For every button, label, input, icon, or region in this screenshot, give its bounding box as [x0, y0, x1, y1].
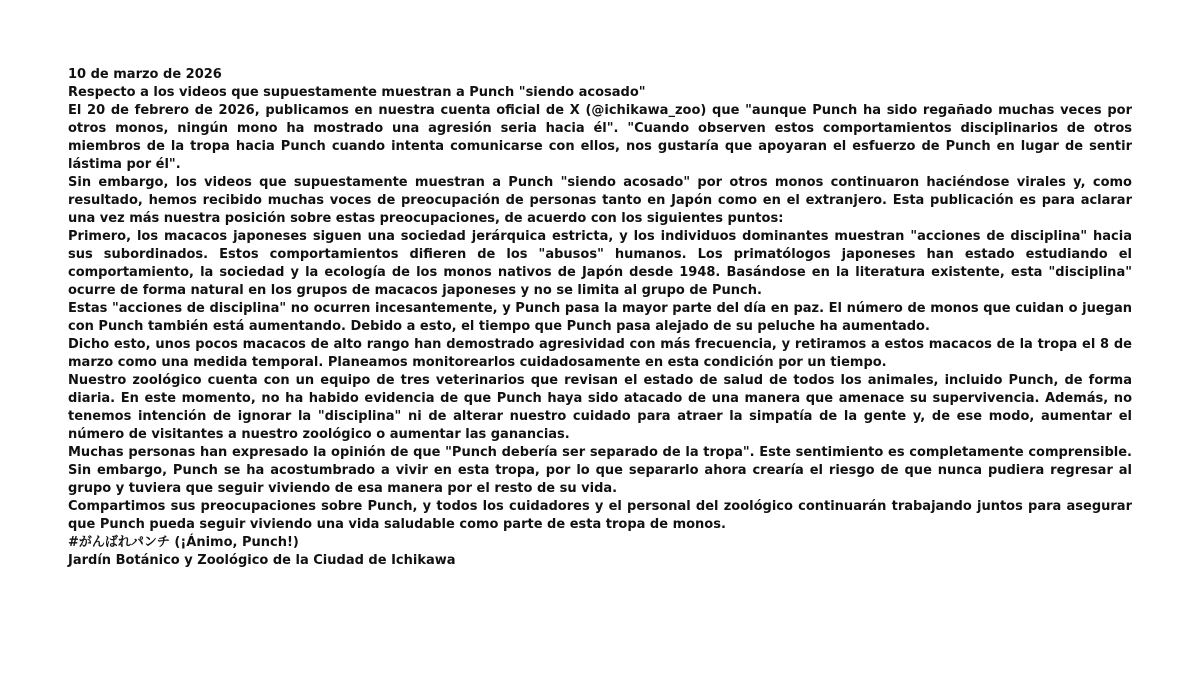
paragraph: Dicho esto, unos pocos macacos de alto rango han demostrado agresividad con más frecuencia, y retiramos a estos macacos de la tropa el 8 de marzo como una medida temporal. Planeamos monitorearlos cuidadosamente en esta condición por un tiempo. [68, 337, 1132, 370]
statement-date: 10 de marzo de 2026 [68, 67, 222, 82]
statement-title: Respecto a los videos que supuestamente muestran a Punch "siendo acosado" [68, 85, 646, 100]
paragraph: Primero, los macacos japoneses siguen una sociedad jerárquica estricta, y los individuos dominantes muestran "acciones de disciplina" hacia sus subordinados. Estos comportamientos difieren de los "abusos" humanos. Los primatólogos japoneses han estado estudiando el comportamiento, la sociedad y la ecología de los monos nativos de Japón desde 1948. Basándose en la literatura existente, esta "disciplina" ocurre de forma natural en los grupos de macacos japoneses y no se limita al grupo de Punch. [68, 229, 1132, 298]
paragraph: Muchas personas han expresado la opinión de que "Punch debería ser separado de la tropa". Este sentimiento es completamente comprensible. Sin embargo, Punch se ha acostumbrado a vivir en esta tropa, por lo que separarlo ahora crearía el riesgo de que nunca pudiera regresar al grupo y tuviera que seguir viviendo de esa manera por el resto de su vida. [68, 445, 1132, 496]
paragraph: Sin embargo, los videos que supuestamente muestran a Punch "siendo acosado" por otros monos continuaron haciéndose virales y, como resultado, hemos recibido muchas voces de preocupación de personas tanto en Japón como en el extranjero. Esta publicación es para aclarar una vez más nuestra posición sobre estas preocupaciones, de acuerdo con los siguientes puntos: [68, 175, 1132, 226]
hashtag: #がんばれパンチ (¡Ánimo, Punch!) [68, 535, 299, 550]
signature: Jardín Botánico y Zoológico de la Ciudad de Ichikawa [68, 553, 456, 568]
paragraph: Nuestro zoológico cuenta con un equipo de tres veterinarios que revisan el estado de salud de todos los animales, incluido Punch, de forma diaria. En este momento, no ha habido evidencia de que Punch haya sido atacado de una manera que amenace su supervivencia. Además, no tenemos intención de ignorar la "disciplina" ni de alterar nuestro cuidado para atraer la simpatía de la gente y, de ese modo, aumentar el número de visitantes a nuestro zoológico o aumentar las ganancias. [68, 373, 1132, 442]
statement-document [68, 66, 1132, 570]
paragraph: Compartimos sus preocupaciones sobre Punch, y todos los cuidadores y el personal del zoológico continuarán trabajando juntos para asegurar que Punch pueda seguir viviendo una vida saludable como parte de esta tropa de monos. [68, 499, 1132, 532]
paragraph: El 20 de febrero de 2026, publicamos en nuestra cuenta oficial de X (@ichikawa_zoo) que "aunque Punch ha sido regañado muchas veces por otros monos, ningún mono ha mostrado una agresión seria hacia él". "Cuando observen estos comportamientos disciplinarios de otros miembros de la tropa hacia Punch cuando intenta comunicarse con ellos, nos gustaría que apoyaran el esfuerzo de Punch en lugar de sentir lástima por él". [68, 103, 1132, 172]
paragraph: Estas "acciones de disciplina" no ocurren incesantemente, y Punch pasa la mayor parte del día en paz. El número de monos que cuidan o juegan con Punch también está aumentando. Debido a esto, el tiempo que Punch pasa alejado de su peluche ha aumentado. [68, 301, 1132, 334]
